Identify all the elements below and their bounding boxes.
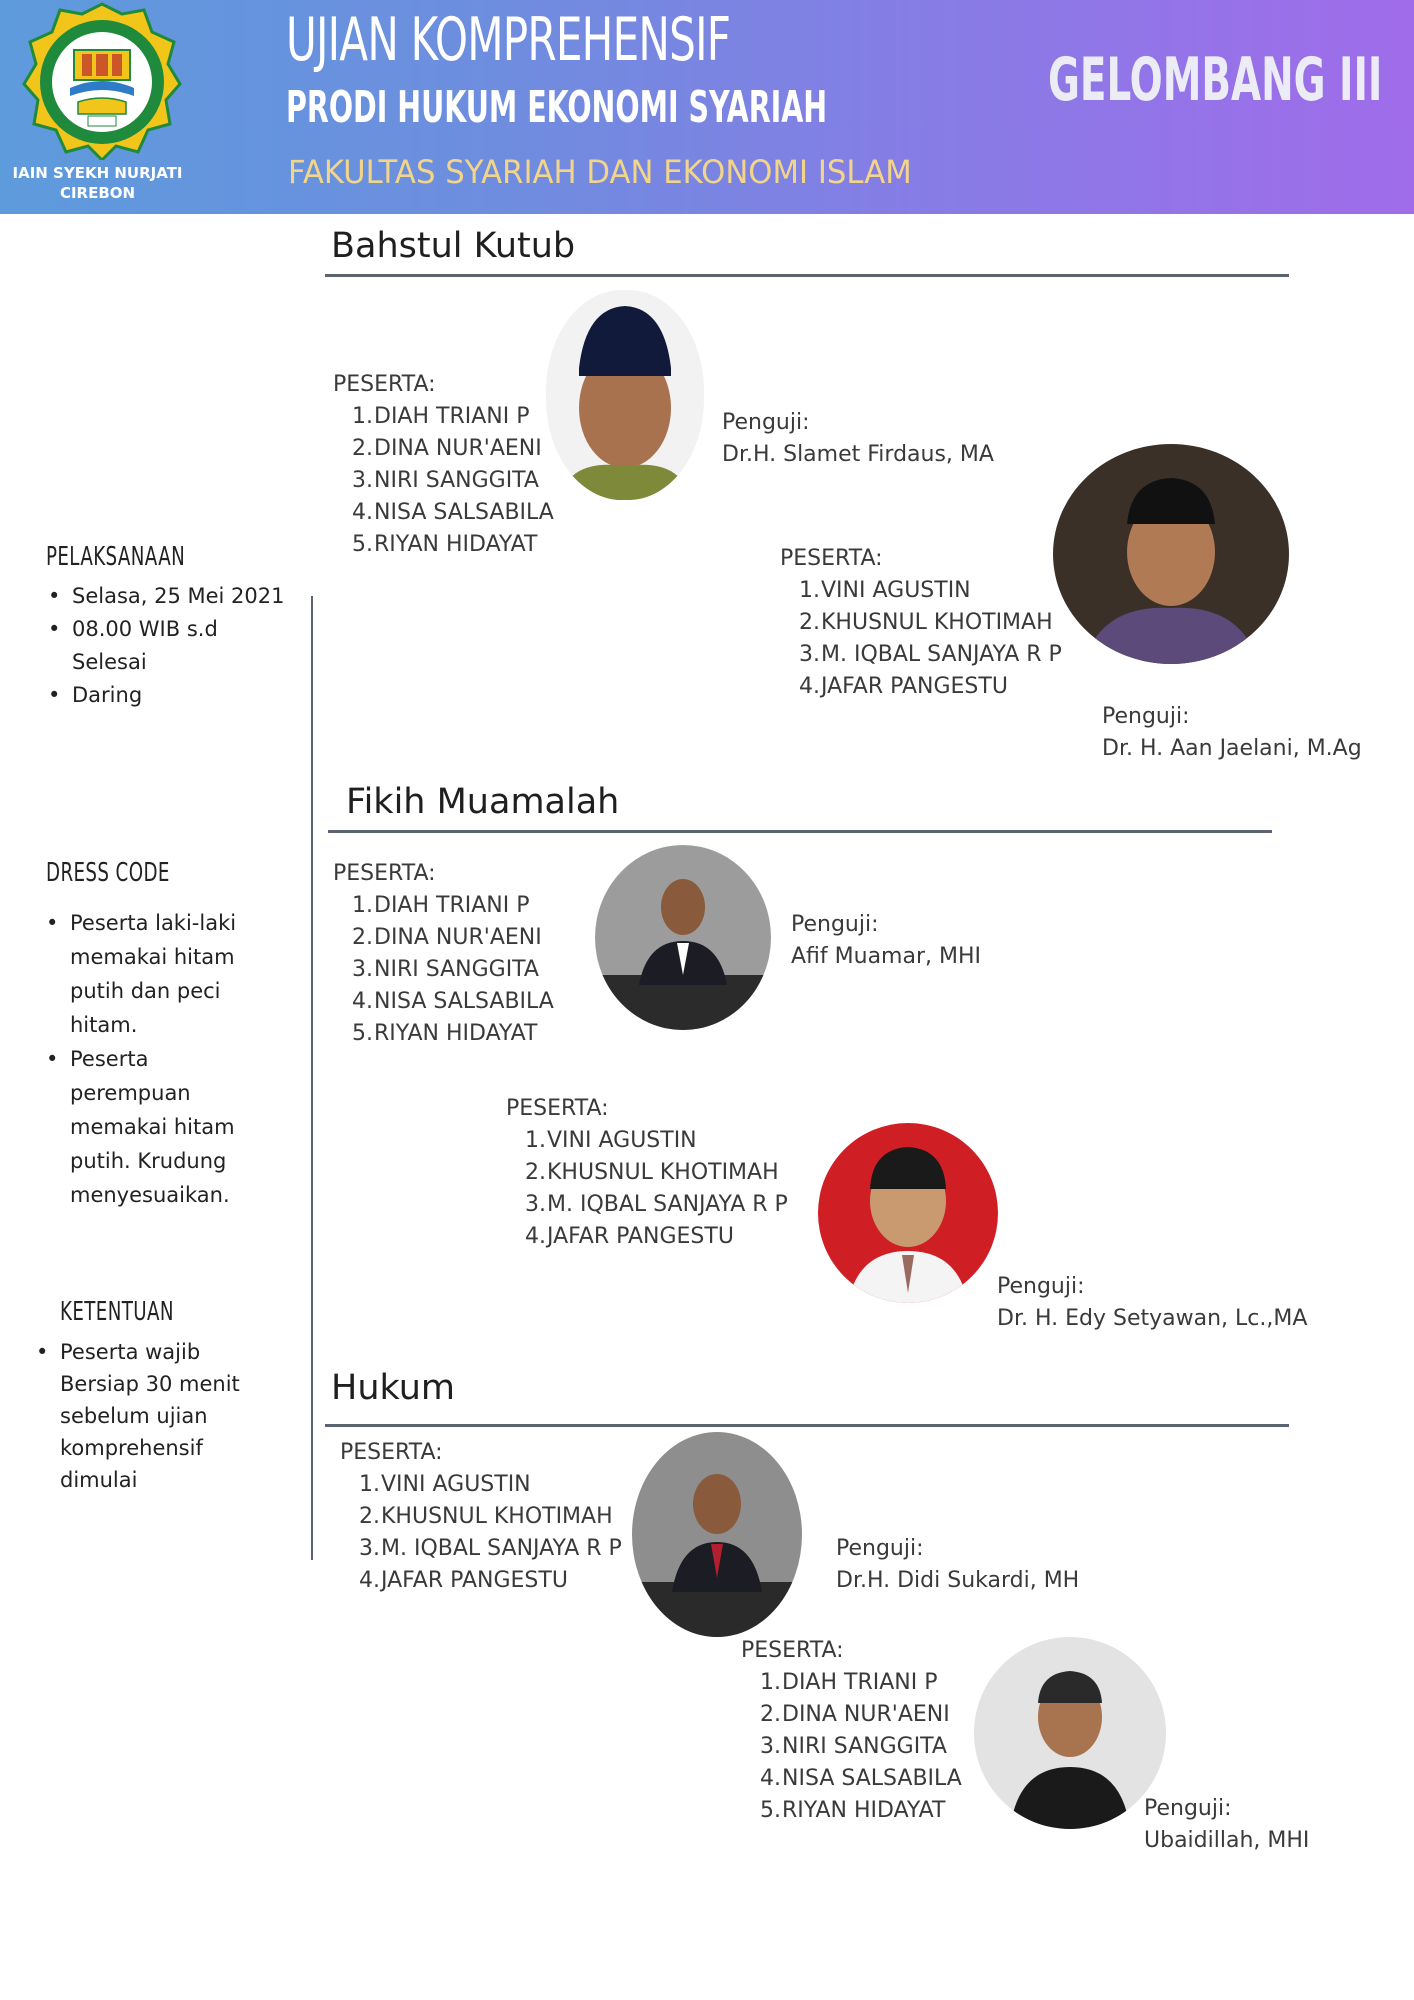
section-title-fikih-muamalah: Fikih Muamalah — [346, 782, 620, 822]
section-title-bahstul-kutub: Bahstul Kutub — [331, 226, 576, 266]
peserta-group — [340, 1437, 622, 1597]
list-item: 2.DINA NUR'AENI — [352, 925, 542, 950]
list-item: 2.KHUSNUL KHOTIMAH — [359, 1504, 613, 1529]
penguji-label: Penguji: — [791, 912, 879, 937]
person-avatar-icon — [818, 1123, 998, 1303]
penguji-label: Penguji: — [836, 1536, 924, 1561]
peserta-label: PESERTA: — [741, 1638, 844, 1663]
ketentuan-list — [32, 1336, 242, 1496]
penguji-photo — [974, 1637, 1166, 1829]
dress-code-item: • Peserta laki-laki memakai hitam putih dan peci hitam. — [42, 906, 262, 1042]
peserta-group — [333, 858, 554, 1050]
peserta-group — [506, 1093, 788, 1253]
list-item: 2.DINA NUR'AENI — [352, 436, 542, 461]
sidebar-divider — [311, 596, 313, 1560]
list-item: 4.JAFAR PANGESTU — [525, 1224, 734, 1249]
peserta-list — [780, 575, 1062, 703]
list-item: 3.NIRI SANGGITA — [352, 468, 539, 493]
peserta-group — [780, 543, 1062, 703]
peserta-list — [333, 890, 554, 1050]
person-avatar-icon — [546, 290, 704, 500]
gelombang-label: GELOMBANG III — [1048, 45, 1383, 115]
section-title-hukum: Hukum — [331, 1368, 455, 1408]
list-item: 4.NISA SALSABILA — [352, 500, 554, 525]
list-item: 3.M. IQBAL SANJAYA R P — [799, 642, 1062, 667]
section-rule — [325, 1424, 1289, 1427]
list-item: 2.KHUSNUL KHOTIMAH — [799, 610, 1053, 635]
list-item: 5.RIYAN HIDAYAT — [352, 532, 538, 557]
person-avatar-icon — [595, 845, 771, 1030]
peserta-list — [333, 401, 554, 561]
penguji-label: Penguji: — [1102, 704, 1190, 729]
list-item: 3.M. IQBAL SANJAYA R P — [525, 1192, 788, 1217]
iain-logo-icon — [22, 2, 182, 160]
list-item: 1.VINI AGUSTIN — [525, 1128, 697, 1153]
list-item: 3.NIRI SANGGITA — [352, 957, 539, 982]
dress-code-item: • Peserta perempuan memakai hitam putih. Krudung menyesuaikan. — [42, 1042, 262, 1212]
list-item: 5.RIYAN HIDAYAT — [352, 1021, 538, 1046]
penguji-name: Dr.H. Slamet Firdaus, MA — [722, 442, 994, 467]
penguji-name: Dr. H. Edy Setyawan, Lc.,MA — [997, 1306, 1308, 1331]
institution-name: IAIN SYEKH NURJATI CIREBON — [12, 164, 183, 202]
peserta-label: PESERTA: — [333, 861, 436, 886]
peserta-label: PESERTA: — [506, 1096, 609, 1121]
list-item: 4.JAFAR PANGESTU — [799, 674, 1008, 699]
list-item: 1.VINI AGUSTIN — [359, 1472, 531, 1497]
person-avatar-icon — [974, 1637, 1166, 1829]
penguji-block — [836, 1533, 1079, 1597]
header-banner — [0, 0, 1414, 214]
penguji-block — [1102, 701, 1362, 765]
dress-code-heading: DRESS CODE — [46, 858, 170, 888]
section-rule — [328, 830, 1272, 833]
list-item: 3.M. IQBAL SANJAYA R P — [359, 1536, 622, 1561]
page-title: UJIAN KOMPREHENSIF — [286, 5, 731, 75]
list-item: 2.KHUSNUL KHOTIMAH — [525, 1160, 779, 1185]
penguji-photo — [595, 845, 771, 1030]
penguji-label: Penguji: — [722, 410, 810, 435]
penguji-name: Dr.H. Didi Sukardi, MH — [836, 1568, 1080, 1593]
penguji-photo — [546, 290, 704, 500]
penguji-label: Penguji: — [997, 1274, 1085, 1299]
penguji-block — [791, 909, 981, 973]
pelaksanaan-list — [44, 580, 294, 712]
ketentuan-heading: KETENTUAN — [60, 1297, 174, 1327]
penguji-block — [722, 407, 994, 471]
list-item: 4.JAFAR PANGESTU — [359, 1568, 568, 1593]
list-item: 1.VINI AGUSTIN — [799, 578, 971, 603]
dress-code-list — [42, 906, 262, 1212]
peserta-list — [506, 1125, 788, 1253]
prodi-title: PRODI HUKUM EKONOMI SYARIAH — [286, 82, 828, 133]
peserta-label: PESERTA: — [340, 1440, 443, 1465]
peserta-list — [340, 1469, 622, 1597]
list-item: 4.NISA SALSABILA — [352, 989, 554, 1014]
person-avatar-icon — [632, 1432, 802, 1637]
penguji-name: Afif Muamar, MHI — [791, 944, 982, 969]
pelaksanaan-item: • Selasa, 25 Mei 2021 — [44, 580, 294, 613]
section-rule — [325, 274, 1289, 277]
penguji-name: Dr. H. Aan Jaelani, M.Ag — [1102, 736, 1362, 761]
peserta-label: PESERTA: — [780, 546, 883, 571]
list-item: 5.RIYAN HIDAYAT — [760, 1798, 946, 1823]
peserta-list — [741, 1667, 962, 1827]
list-item: 2.DINA NUR'AENI — [760, 1702, 950, 1727]
penguji-photo — [1053, 444, 1289, 664]
penguji-photo — [632, 1432, 802, 1637]
peserta-label: PESERTA: — [333, 372, 436, 397]
penguji-label: Penguji: — [1144, 1796, 1232, 1821]
pelaksanaan-heading: PELAKSANAAN — [46, 542, 186, 572]
fakultas-title: FAKULTAS SYARIAH DAN EKONOMI ISLAM — [288, 153, 912, 191]
pelaksanaan-item: • 08.00 WIB s.d Selesai — [44, 613, 244, 679]
list-item: 4.NISA SALSABILA — [760, 1766, 962, 1791]
penguji-name: Ubaidillah, MHI — [1144, 1828, 1310, 1853]
peserta-group — [741, 1635, 962, 1827]
list-item: 1.DIAH TRIANI P — [352, 404, 530, 429]
penguji-block — [997, 1271, 1307, 1335]
list-item: 1.DIAH TRIANI P — [760, 1670, 938, 1695]
person-avatar-icon — [1053, 444, 1289, 664]
pelaksanaan-item: • Daring — [44, 679, 294, 712]
penguji-block — [1144, 1793, 1309, 1857]
penguji-photo — [818, 1123, 998, 1303]
list-item: 3.NIRI SANGGITA — [760, 1734, 947, 1759]
ketentuan-item: • Peserta wajib Bersiap 30 menit sebelum ujian komprehensif dimulai — [32, 1336, 242, 1496]
peserta-group — [333, 369, 554, 561]
list-item: 1.DIAH TRIANI P — [352, 893, 530, 918]
